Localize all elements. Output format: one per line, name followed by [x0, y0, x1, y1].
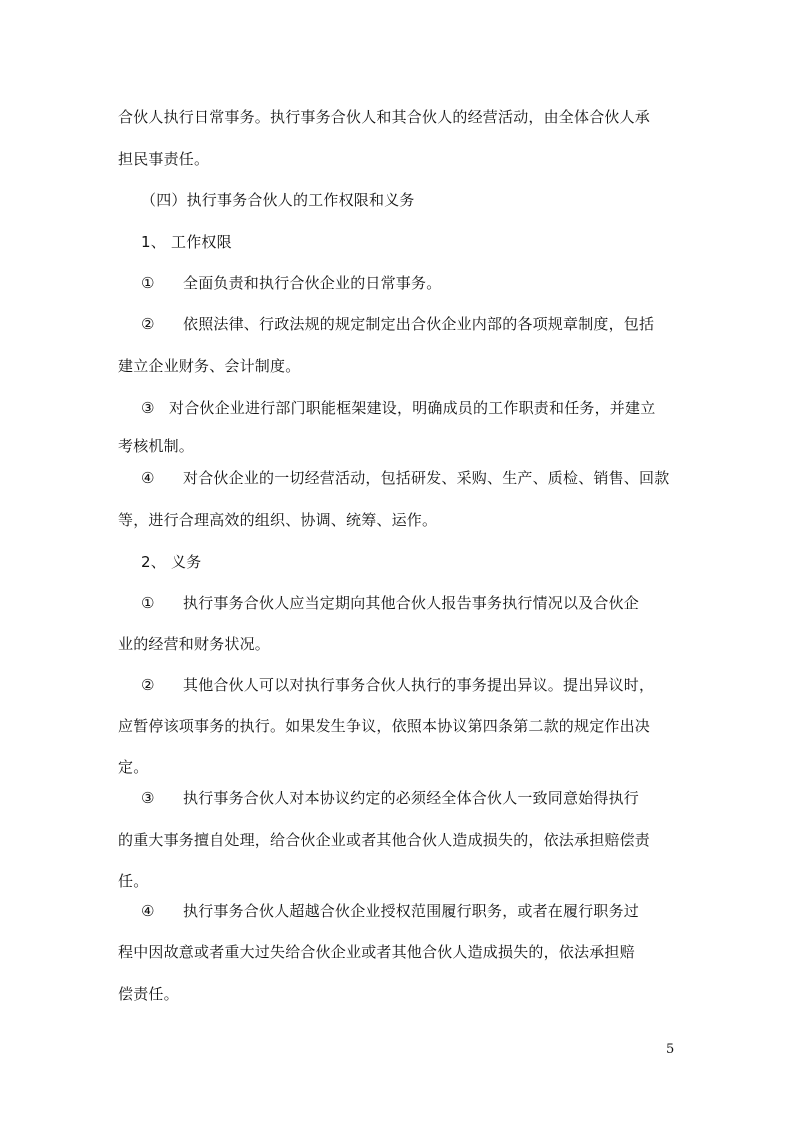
subsection-title: 义务 — [171, 553, 202, 571]
list-marker: ① — [141, 274, 155, 292]
list-marker: ② — [141, 676, 155, 694]
list-item — [141, 788, 639, 808]
list-marker: ④ — [141, 902, 155, 920]
paragraph-line: 应暂停该项事务的执行。如果发生争议，依照本协议第四条第二款的规定作出决 — [118, 717, 651, 735]
list-item — [141, 901, 639, 921]
paragraph-line: 担民事责任。 — [118, 150, 210, 168]
list-item-text: 执行事务合伙人对本协议约定的必须经全体合伙人一致同意始得执行 — [183, 789, 640, 807]
list-marker: ② — [141, 315, 155, 333]
paragraph-line: 建立企业财务、会计制度。 — [118, 357, 301, 375]
list-item-text: 执行事务合伙人应当定期向其他合伙人报告事务执行情况以及合伙企 — [183, 594, 640, 612]
list-item-text: 全面负责和执行合伙企业的日常事务。 — [183, 274, 442, 292]
subsection-heading-duties — [141, 552, 201, 572]
list-marker: ③ — [141, 399, 155, 417]
paragraph-line: 程中因故意或者重大过失给合伙企业或者其他合伙人造成损失的，依法承担赔 — [118, 943, 635, 961]
list-item — [141, 398, 655, 418]
list-item-text: 其他合伙人可以对执行事务合伙人执行的事务提出异议。提出异议时， — [183, 676, 655, 694]
list-marker: ③ — [141, 789, 155, 807]
paragraph-line: 定。 — [118, 758, 149, 776]
subsection-number: 2、 — [141, 553, 166, 571]
list-item — [141, 468, 669, 488]
paragraph-line: 任。 — [118, 872, 149, 890]
section-heading: （四）执行事务合伙人的工作权限和义务 — [141, 191, 415, 209]
paragraph-line: 偿责任。 — [118, 985, 179, 1003]
page-number: 5 — [666, 1042, 675, 1057]
list-item-text: 依照法律、行政法规的规定制定出合伙企业内部的各项规章制度，包括 — [183, 315, 655, 333]
list-item — [141, 593, 639, 613]
paragraph-line: 的重大事务擅自处理，给合伙企业或者其他合伙人造成损失的，依法承担赔偿责 — [118, 831, 651, 849]
subsection-heading-work-authority — [141, 232, 232, 252]
list-item — [141, 273, 441, 293]
list-item — [141, 675, 654, 695]
list-item-text: 执行事务合伙人超越合伙企业授权范围履行职务，或者在履行职务过 — [183, 902, 640, 920]
list-marker: ④ — [141, 469, 155, 487]
list-marker: ① — [141, 594, 155, 612]
list-item-text: 对合伙企业的一切经营活动，包括研发、采购、生产、质检、销售、回款 — [183, 469, 670, 487]
paragraph-line: 业的经营和财务状况。 — [118, 635, 271, 653]
paragraph-line: 考核机制。 — [118, 437, 195, 455]
paragraph-line: 等，进行合理高效的组织、协调、统筹、运作。 — [118, 511, 438, 529]
paragraph-line: 合伙人执行日常事务。执行事务合伙人和其合伙人的经营活动，由全体合伙人承 — [118, 108, 651, 126]
subsection-title: 工作权限 — [171, 233, 232, 251]
list-item-text: 对合伙企业进行部门职能框架建设，明确成员的工作职责和任务，并建立 — [169, 399, 656, 417]
subsection-number: 1、 — [141, 233, 166, 251]
list-item — [141, 314, 654, 334]
